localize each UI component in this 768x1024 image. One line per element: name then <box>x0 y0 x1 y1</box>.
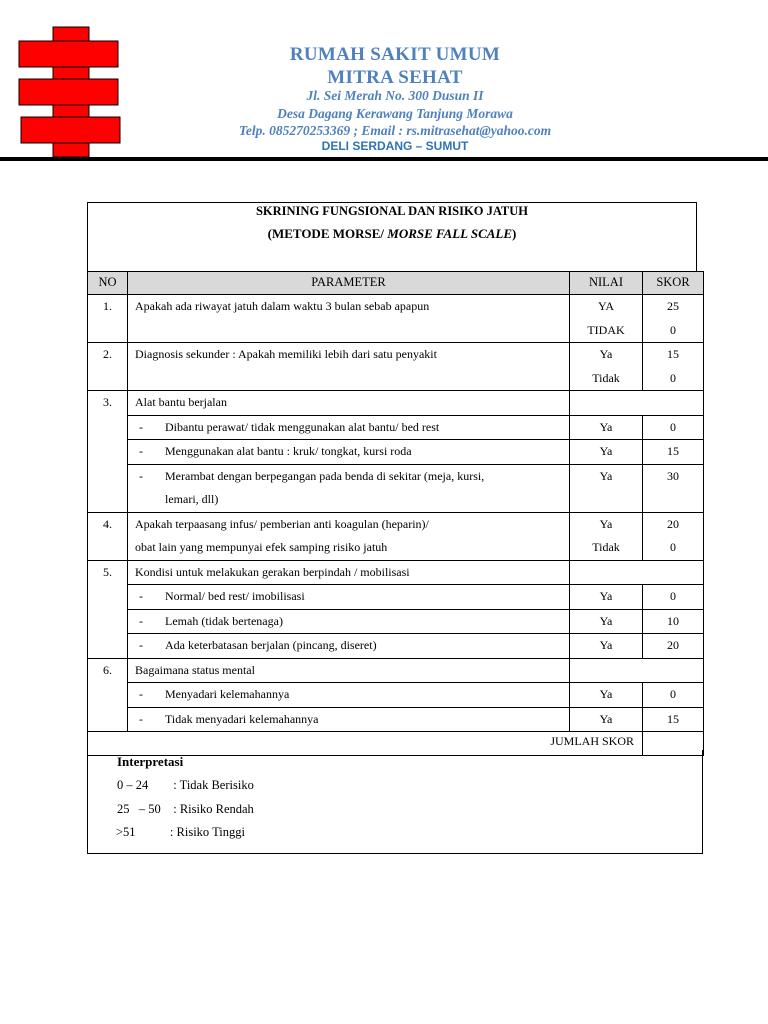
option-cell <box>128 609 570 634</box>
empty-cell <box>570 658 704 683</box>
skor-value: 0 <box>670 370 676 385</box>
option-text: Menyadari kelemahannya <box>165 687 290 701</box>
skor-value: 0 <box>670 540 676 554</box>
nilai-value: Ya <box>570 585 643 610</box>
header-no: NO <box>88 272 128 295</box>
skor-value: 15 <box>643 707 704 732</box>
header-parameter: PARAMETER <box>128 272 570 295</box>
table-row <box>88 585 704 610</box>
nilai-cell <box>570 343 643 391</box>
option-dash: - <box>139 687 143 701</box>
option-cell <box>128 707 570 732</box>
interpretation-title: Interpretasi <box>117 754 184 769</box>
option-dash: - <box>139 613 143 628</box>
option-cell <box>128 440 570 465</box>
interpretation-row: 25 – 50 : Risiko Rendah <box>117 802 254 816</box>
table-row <box>88 440 704 465</box>
skor-value: 25 <box>667 299 679 313</box>
address-line1: Jl. Sei Merah No. 300 Dusun II <box>306 88 484 103</box>
option-dash: - <box>139 419 143 434</box>
parameter-line: Apakah terpaasang infus/ pemberian anti koagulan (heparin)/ <box>135 516 429 531</box>
parameter-text: Bagaimana status mental <box>128 658 570 683</box>
subtitle-italic: MORSE FALL SCALE <box>387 226 513 241</box>
nilai-cell <box>570 512 643 560</box>
skor-value: 30 <box>643 464 704 512</box>
nilai-value: Ya <box>570 634 643 659</box>
table-row <box>88 415 704 440</box>
nilai-value: TIDAK <box>587 322 625 337</box>
table-row <box>88 683 704 708</box>
row-number: 2. <box>88 343 128 391</box>
interpretation-row: 0 – 24 : Tidak Berisiko <box>117 778 254 792</box>
parameter-text: Kondisi untuk melakukan gerakan berpindah / mobilisasi <box>128 560 570 585</box>
hospital-name-line1: RUMAH SAKIT UMUM <box>289 44 501 65</box>
skor-value: 20 <box>667 516 679 531</box>
parameter-text: Alat bantu berjalan <box>128 391 570 416</box>
header-skor: SKOR <box>643 272 704 295</box>
table-row <box>88 707 704 732</box>
nilai-value: Ya <box>570 609 643 634</box>
option-text: Lemah (tidak bertenaga) <box>165 613 283 628</box>
table-row <box>88 343 704 391</box>
skor-value: 0 <box>643 585 704 610</box>
table-header-row <box>88 272 704 295</box>
region-line: DELI SERDANG – SUMUT <box>321 139 469 153</box>
table-row <box>88 391 704 416</box>
option-dash: - <box>139 711 143 726</box>
option-dash: - <box>139 589 143 603</box>
table-row <box>88 634 704 659</box>
table-row <box>88 295 704 343</box>
nilai-value: Tidak <box>592 540 620 554</box>
table-row <box>88 464 704 512</box>
interpretation-box <box>87 750 703 854</box>
contact-line: Telp. 085270253369 ; Email : rs.mitrasehat@yahoo.com <box>238 123 552 138</box>
skor-value: 15 <box>643 440 704 465</box>
nilai-value: Tidak <box>592 370 620 385</box>
header-nilai: NILAI <box>570 272 643 295</box>
table-row <box>88 609 704 634</box>
table-row <box>88 512 704 560</box>
row-number: 6. <box>88 658 128 732</box>
option-cell <box>128 585 570 610</box>
nilai-value: Ya <box>570 440 643 465</box>
nilai-value: YA <box>597 299 614 313</box>
skor-value: 0 <box>670 322 676 337</box>
option-text-continued: lemari, dll) <box>165 492 219 506</box>
option-text: Menggunakan alat bantu : kruk/ tongkat, kursi roda <box>165 444 412 458</box>
empty-cell <box>570 560 704 585</box>
nilai-value: Ya <box>570 683 643 708</box>
parameter-text: Apakah ada riwayat jatuh dalam waktu 3 bulan sebab apapun <box>128 295 570 343</box>
row-number: 5. <box>88 560 128 658</box>
skor-value: 0 <box>643 415 704 440</box>
total-label: JUMLAH SKOR <box>88 732 643 756</box>
table-row <box>88 658 704 683</box>
skor-value: 0 <box>643 683 704 708</box>
hospital-name-line2: MITRA SEHAT <box>327 67 463 88</box>
option-cell <box>128 415 570 440</box>
nilai-value: Ya <box>599 347 613 361</box>
option-dash: - <box>139 444 143 458</box>
option-text: Normal/ bed rest/ imobilisasi <box>165 589 305 603</box>
option-text: Ada keterbatasan berjalan (pincang, diseret) <box>165 638 377 652</box>
option-text: Tidak menyadari kelemahannya <box>165 711 319 726</box>
row-number: 1. <box>88 295 128 343</box>
option-dash: - <box>139 638 143 652</box>
option-cell <box>128 464 570 512</box>
skor-value: 20 <box>643 634 704 659</box>
nilai-value: Ya <box>570 464 643 512</box>
option-text: Merambat dengan berpegangan pada benda di sekitar (meja, kursi, <box>165 468 485 483</box>
option-cell <box>128 683 570 708</box>
form-title-box <box>87 202 697 272</box>
form-subtitle <box>88 226 696 242</box>
parameter-text <box>128 512 570 560</box>
parameter-text: Diagnosis sekunder : Apakah memiliki lebih dari satu penyakit <box>128 343 570 391</box>
table-row <box>88 560 704 585</box>
nilai-cell <box>570 295 643 343</box>
address-line2: Desa Dagang Kerawang Tanjung Morawa <box>277 106 513 121</box>
nilai-value: Ya <box>570 415 643 440</box>
skor-cell <box>643 512 704 560</box>
subtitle-prefix: (METODE MORSE/ <box>267 226 388 241</box>
skor-cell <box>643 295 704 343</box>
parameter-line: obat lain yang mempunyai efek samping risiko jatuh <box>135 540 388 554</box>
skor-value: 15 <box>667 347 679 361</box>
morse-scale-table <box>87 271 704 756</box>
hospital-logo <box>18 26 124 158</box>
header-divider <box>0 157 768 161</box>
form-title: SKRINING FUNGSIONAL DAN RISIKO JATUH <box>255 204 529 218</box>
empty-cell <box>570 391 704 416</box>
skor-value: 10 <box>643 609 704 634</box>
option-dash: - <box>139 468 143 483</box>
option-text: Dibantu perawat/ tidak menggunakan alat bantu/ bed rest <box>165 419 440 434</box>
subtitle-suffix: ) <box>512 226 517 241</box>
row-number: 3. <box>88 391 128 513</box>
interpretation-row: >51 : Risiko Tinggi <box>116 825 245 839</box>
nilai-value: Ya <box>599 516 613 531</box>
option-cell <box>128 634 570 659</box>
nilai-value: Ya <box>570 707 643 732</box>
skor-cell <box>643 343 704 391</box>
row-number: 4. <box>88 512 128 560</box>
